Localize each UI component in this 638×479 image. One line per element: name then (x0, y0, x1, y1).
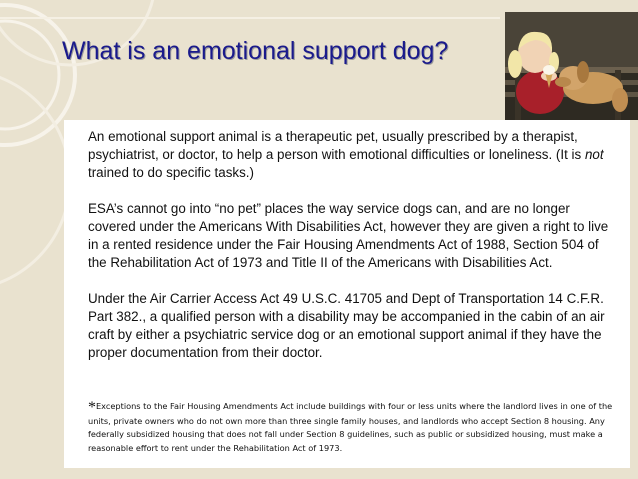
paragraph-esa-definition-end: trained to do specific tasks.) (88, 165, 254, 180)
content-box (64, 120, 630, 468)
paragraph-legal-rights: ESA’s cannot go into “no pet” places the way service dogs can, and are no longer covered under the Americans With Disabilities Act, however they are given a right to live in a rented residence under the Fair Housing Amendments Act of 1988, Section 504 of the Rehabilitation Act of 1973 and Title II of the Americans with Disabilities Act. (88, 201, 609, 270)
photo-illustration (505, 12, 638, 120)
footnote-text: Exceptions to the Fair Housing Amendments Act include buildings with four or less units where the landlord lives in one of the units, private owners who do not own more than three single family houses, and landlords who accept Section 8 housing. Any federally subsidized housing that does not fall under Section 8 guidelines, such as public or subsidized housing, must make a reasonable effort to rent under the Rehabilitation Act of 1973. (88, 401, 613, 453)
child-with-dog-photo (505, 12, 638, 120)
paragraph-esa-definition (88, 128, 620, 182)
body-text (88, 128, 620, 380)
paragraph-esa-definition-text: An emotional support animal is a therapeutic pet, usually prescribed by a therapist, psychiatrist, or doctor, to help a person with emotional difficulties or loneliness. (It is (88, 129, 585, 162)
footnote (88, 400, 628, 455)
slide-title: What is an emotional support dog? (62, 37, 449, 65)
paragraph-air-travel: Under the Air Carrier Access Act 49 U.S.C. 41705 and Dept of Transportation 14 C.F.R. Part 382., a qualified person with a disability may be accompanied in the cabin of an air craft by either a psychiatric service dog or an emotional support animal if they have the proper documentation from their doctor. (88, 291, 605, 360)
emphasis-not: not (584, 147, 604, 162)
footnote-asterisk: * (88, 399, 96, 416)
